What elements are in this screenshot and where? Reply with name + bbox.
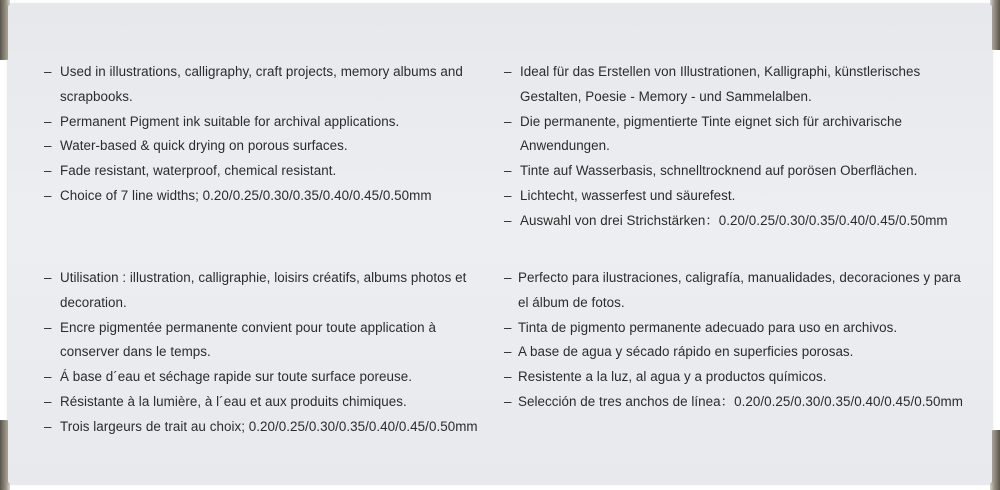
feature-item: – Ideal für das Erstellen von Illustrationen, Kalligraphi, künstlerisches Gestalten, Poesie - Memory - und Sammelalben. xyxy=(504,60,954,110)
english-features xyxy=(44,60,464,209)
feature-item: – Trois largeurs de trait au choix; 0.20/0.25/0.30/0.35/0.40/0.45/0.50mm xyxy=(44,415,484,440)
feature-item: – Lichtecht, wasserfest und säurefest. xyxy=(504,184,954,209)
feature-item: – Perfecto para ilustraciones, caligrafía, manualidades, decoraciones y para el álbum de fotos. xyxy=(504,266,964,316)
feature-item: – Utilisation : illustration, calligraphie, loisirs créatifs, albums photos et decoration. xyxy=(44,266,484,316)
feature-item: – Tinte auf Wasserbasis, schnelltrocknend auf porösen Oberflächen. xyxy=(504,159,954,184)
feature-item: – Die permanente, pigmentierte Tinte eignet sich für archivarische Anwendungen. xyxy=(504,110,954,160)
feature-item: – Encre pigmentée permanente convient pour toute application à conserver dans le temps. xyxy=(44,316,484,366)
spanish-features xyxy=(504,266,964,415)
feature-item: – Permanent Pigment ink suitable for archival applications. xyxy=(44,110,464,135)
feature-item: – Used in illustrations, calligraphy, craft projects, memory albums and scrapbooks. xyxy=(44,60,464,110)
feature-item: – Choice of 7 line widths; 0.20/0.25/0.30/0.35/0.40/0.45/0.50mm xyxy=(44,184,464,209)
feature-item: – Auswahl von drei Strichstärken：0.20/0.25/0.30/0.35/0.40/0.45/0.50mm xyxy=(504,209,954,234)
feature-item: – A base de agua y sécado rápido en superficies porosas. xyxy=(504,340,964,365)
feature-item: – Tinta de pigmento permanente adecuado para uso en archivos. xyxy=(504,316,964,341)
feature-item: – Fade resistant, waterproof, chemical resistant. xyxy=(44,159,464,184)
feature-item: – Selección de tres anchos de línea：0.20/0.25/0.30/0.35/0.40/0.45/0.50mm xyxy=(504,390,964,415)
feature-item: – Resistente a la luz, al agua y a productos químicos. xyxy=(504,365,964,390)
feature-item: – Á base d´eau et séchage rapide sur toute surface poreuse. xyxy=(44,365,484,390)
french-features xyxy=(44,266,484,440)
feature-item: – Résistante à la lumière, à l´eau et aux produits chimiques. xyxy=(44,390,484,415)
german-features xyxy=(504,60,954,234)
feature-item: – Water-based & quick drying on porous surfaces. xyxy=(44,134,464,159)
